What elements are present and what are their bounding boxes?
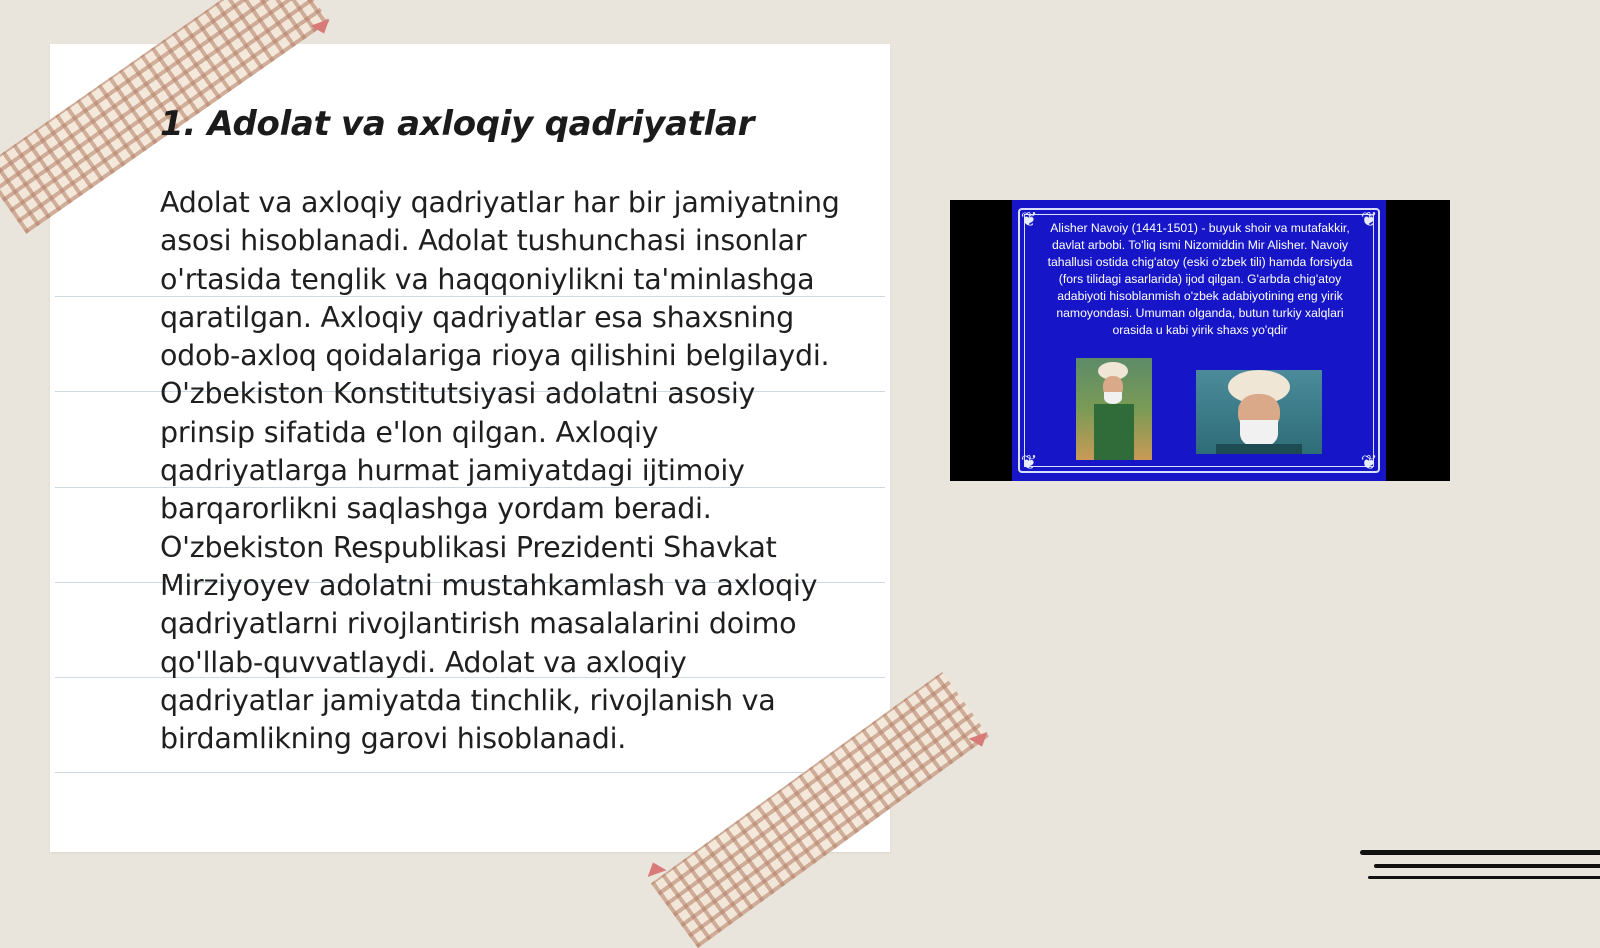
slide-title: 1. Adolat va axloqiy qadriyatlar bbox=[160, 104, 755, 144]
image-caption: Alisher Navoiy (1441-1501) - buyuk shoir va mutafakkir, davlat arbobi. To'liq ismi Nizomiddin Mir Alisher. Navoiy tahallusi ostida chig'atoy (eski o'zbek tili) hamda forsiyda (fors tilidagi asarlarida) ijod qilgan. G'arbda chig'atoy adabiyoti hisoblanmish o'zbek adabiyotining eng yirik namoyondasi. Umuman olganda, butun turkiy xalqlari orasida u kabi yirik shaxs yo'qdir bbox=[1047, 221, 1353, 337]
corner-ornament-icon: ❦ bbox=[1360, 450, 1378, 474]
ruled-line bbox=[55, 772, 885, 773]
corner-ornament-icon: ❦ bbox=[1360, 207, 1378, 231]
navoiy-image bbox=[950, 200, 1450, 481]
portrait-standing bbox=[1076, 358, 1152, 460]
slide-body-text: Adolat va axloqiy qadriyatlar har bir jamiyatning asosi hisoblanadi. Adolat tushunchasi insonlar o'rtasida tenglik va haqqoniylikni ta'minlashga qaratilgan. Axloqiy qadriyatlar esa shaxsning odob-axloq qoidalariga rioya qilishini belgilaydi. O'zbekiston Konstitutsiyasi adolatni asosiy prinsip sifatida e'lon qilgan. Axloqiy qadriyatlarga hurmat jamiyatdagi ijtimoiy barqarorlikni saqlashga yordam beradi. O'zbekiston Respublikasi Prezidenti Shavkat Mirziyoyev adolatni mustahkamlash va axloqiy qadriyatlarni rivojlantirish masalalarini doimo qo'llab-quvvatlaydi. Adolat va axloqiy qadriyatlar jamiyatda tinchlik, rivojlanish va birdamlikning garovi hisoblanadi. bbox=[160, 186, 840, 756]
corner-ornament-icon: ❦ bbox=[1020, 207, 1038, 231]
decorative-brush-lines bbox=[1350, 848, 1600, 888]
portrait-closeup bbox=[1196, 370, 1322, 454]
corner-ornament-icon: ❦ bbox=[1020, 450, 1038, 474]
image-blue-panel bbox=[1012, 200, 1386, 481]
